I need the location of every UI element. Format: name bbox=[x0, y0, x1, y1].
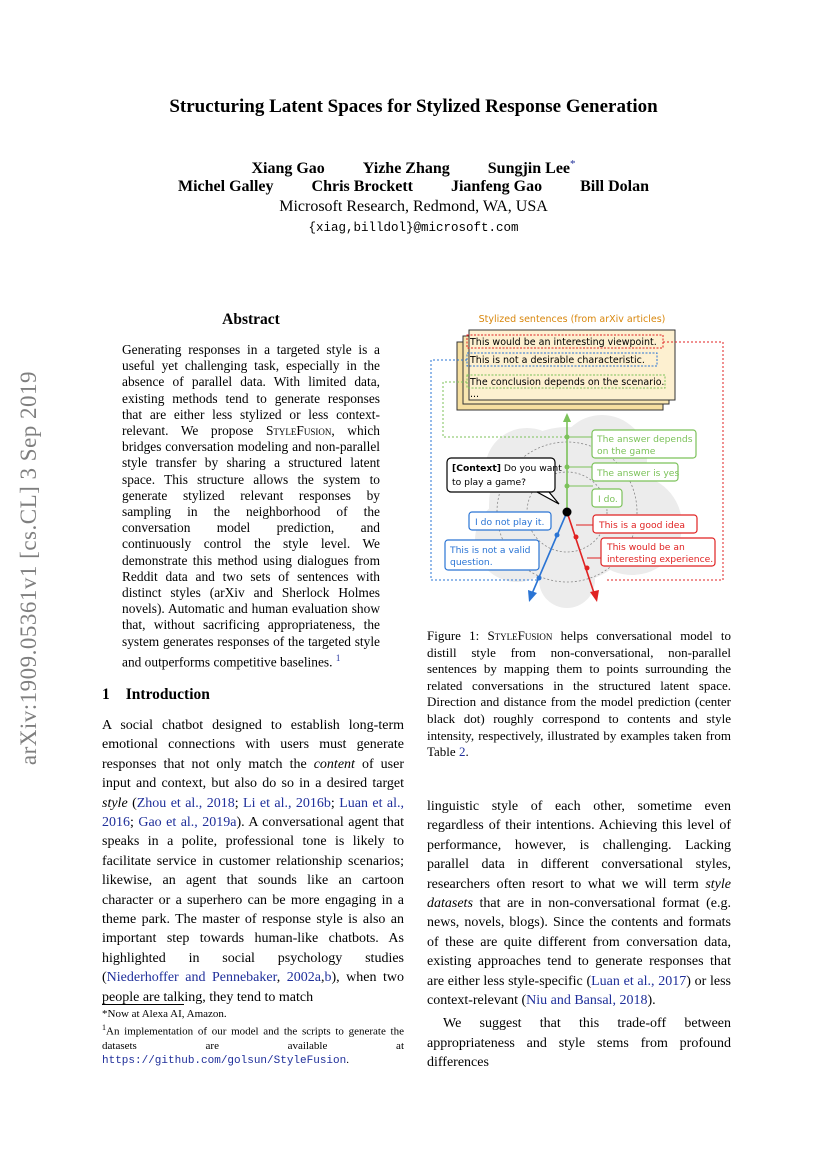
citation-link[interactable]: Gao et al., 2019a bbox=[138, 815, 237, 831]
green-response-text: The answer is yes bbox=[597, 468, 680, 479]
red-response-text: This is a good idea bbox=[599, 520, 685, 531]
section-number: 1 bbox=[102, 686, 110, 703]
paragraph: We suggest that this trade-off between appropriateness and style stems from profound differences bbox=[427, 1016, 731, 1071]
stylefusion-name: StyleFusion bbox=[265, 423, 332, 439]
author: Sungjin Lee* bbox=[487, 158, 576, 178]
context-text: [Context] Do you want bbox=[452, 463, 562, 474]
email: {xiag,billdol}@microsoft.com bbox=[308, 221, 519, 235]
red-point bbox=[574, 535, 579, 540]
green-response-text: on the game bbox=[597, 446, 656, 457]
citation-link[interactable]: Zhou et al., 2018 bbox=[136, 795, 235, 811]
section-heading bbox=[102, 686, 210, 704]
citation-link[interactable]: Niederhoffer and Pennebaker bbox=[106, 970, 277, 986]
citation-link[interactable]: Luan et al., 2016 bbox=[102, 795, 405, 831]
red-response-text: interesting experience. bbox=[607, 554, 714, 565]
authors-row-2 bbox=[0, 178, 827, 196]
footnote-ref[interactable]: 1 bbox=[335, 652, 341, 663]
stylized-sentence: The conclusion depends on the scenario. bbox=[470, 377, 665, 388]
citation-link[interactable]: Niu and Bansal, 2018 bbox=[526, 993, 648, 1009]
footnote-1: $^1$An implementation of our model and the scripts to generate the datasets are available at https://github.com/golsun/StyleFusion. bbox=[102, 1023, 404, 1067]
authors-row-1 bbox=[0, 158, 827, 178]
citation-link[interactable]: Luan et al., 2017 bbox=[591, 973, 687, 989]
affiliation: Microsoft Research, Redmond, WA, USA bbox=[279, 198, 548, 215]
citation-link[interactable]: Li et al., 2016b bbox=[243, 795, 331, 811]
intro-left-column: A social chatbot designed to establish long-term emotional connections with users must generate responses that not only match the content of user input and context, but also do so in a desired target style (Zhou et al., 2018; Li et al., 2016b; Luan et al., 2016; Gao et al., 2019a). A conversational agent that speaks in a polite, professional tone is likely to facilitate service in customer relationship scenarios; likewise, an agent that sounds like an cartoon character or a superhero can be more engaging in a theme park. The master of response style is also an important step towards human-like chatbots. As highlighted in social psychology studies (Niederhoffer and Pennebaker, 2002a,b), when two people are talking, they tend to match bbox=[102, 718, 405, 1005]
green-response-text: I do. bbox=[598, 494, 618, 505]
section-title: Introduction bbox=[125, 686, 210, 703]
blue-arrowhead bbox=[528, 590, 537, 602]
footnote-star: *Now at Alexa AI, Amazon. bbox=[102, 1008, 227, 1020]
author: Michel Galley bbox=[177, 178, 274, 195]
green-response-text: The answer depends bbox=[597, 434, 693, 445]
green-arrowhead bbox=[563, 413, 571, 422]
red-response-text: This would be an bbox=[607, 542, 685, 553]
github-link[interactable]: https://github.com/golsun/StyleFusion bbox=[102, 1054, 347, 1067]
citation-link[interactable]: b bbox=[324, 970, 332, 986]
blue-response-text: I do not play it. bbox=[475, 517, 545, 528]
figure-diagram bbox=[427, 300, 731, 612]
model-prediction-dot bbox=[563, 508, 572, 517]
red-point bbox=[585, 566, 590, 571]
footnote-rule bbox=[102, 1004, 184, 1005]
blue-response-text: question. bbox=[450, 557, 493, 568]
blue-point bbox=[555, 533, 560, 538]
stylized-sentence: This is not a desirable characteristic. bbox=[470, 355, 645, 366]
paper-title: Structuring Latent Spaces for Stylized Response Generation bbox=[169, 96, 658, 117]
blue-response-text: This is not a valid bbox=[450, 545, 531, 556]
arxiv-id: arXiv:1909.05361v1 [cs.CL] 3 Sep 2019 bbox=[16, 370, 41, 766]
table-ref[interactable]: 2 bbox=[458, 744, 466, 760]
context-text-2: to play a game? bbox=[452, 477, 527, 488]
figure-1 bbox=[427, 300, 731, 612]
panel-title: Stylized sentences (from arXiv articles) bbox=[478, 314, 666, 325]
author: Yizhe Zhang bbox=[362, 160, 450, 178]
intro-right-column: linguistic style of each other, sometime even regardless of their intentions. Achieving this level of performance, however, is challenging. Lacking parallel data in different conversational styles, researchers often resort to what we will term style datasets that are in non-conversational format (e.g. news, novels, blogs). Since the contents and formats of these are quite different from conversation data, existing approaches tend to generate responses that are either less style-specific (Luan et al., 2017) or less context-relevant (Niu and Bansal, 2018). We suggest that this trade-off between appropriateness and style stems from profound differences bbox=[427, 797, 731, 1073]
author: Xiang Gao bbox=[251, 160, 325, 178]
author: Chris Brockett bbox=[311, 178, 413, 195]
abstract-body: Generating responses in a targeted style is a useful yet challenging task, especially in the absence of parallel data. With limited data, existing methods tend to generate responses that are either less stylized or less context-relevant. We propose StyleFusion, which bridges conversation modeling and non-parallel style transfer by sharing a structured latent space. This structure allows the system to generate stylized relevant responses by sampling in the neighborhood of the conversation model prediction, and continuously control the style level. We demonstrate this method using dialogues from Reddit data and two sets of sentences with distinct styles (arXiv and Sherlock Holmes novels). Automatic and human evaluation show that, without sacrificing appropriateness, the system generates responses of the targeted style and outperforms competitive baselines. $^1$ bbox=[122, 342, 380, 670]
red-arrowhead bbox=[590, 590, 599, 602]
figure-caption: Figure 1: StyleFusion helps conversational model to distill style from non-conversational, non-parallel sentences by mapping them to points surrounding the related conversations in the structured latent space. Direction and distance from the model prediction (center black dot) roughly correspond to contents and style intensity, respectively, illustrated by examples taken from Table 2. bbox=[427, 628, 731, 760]
author: Jianfeng Gao bbox=[450, 178, 543, 195]
blue-point bbox=[537, 576, 542, 581]
author-mark: * bbox=[570, 158, 576, 170]
author: Bill Dolan bbox=[580, 178, 650, 195]
abstract-heading: Abstract bbox=[222, 311, 280, 328]
stylized-sentence: This would be an interesting viewpoint. bbox=[470, 337, 657, 348]
stylized-sentence: ... bbox=[470, 389, 480, 400]
citation-link[interactable]: 2002a bbox=[286, 970, 321, 986]
